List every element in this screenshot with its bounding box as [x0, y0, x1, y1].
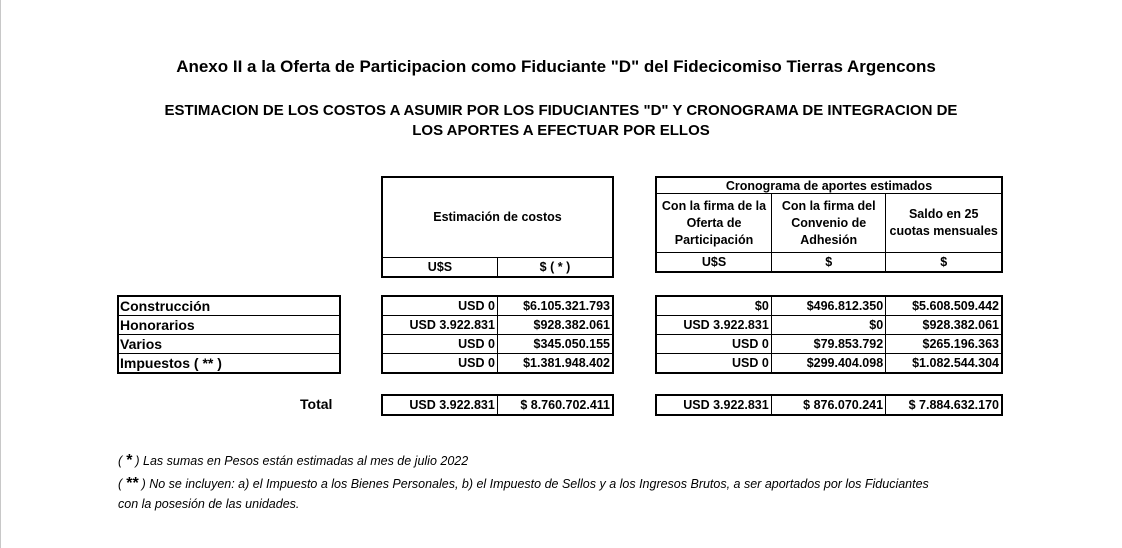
cell-saldo: $1.082.544.304 [886, 354, 1002, 374]
total-row [382, 395, 613, 415]
cell-convenio: $79.853.792 [771, 335, 885, 354]
cell-pesos: $1.381.948.402 [497, 354, 613, 374]
footnote-1-open: ( [118, 454, 123, 468]
cronograma-header: Cronograma de aportes estimados [656, 177, 1002, 194]
footnote-2-open: ( [118, 477, 123, 491]
cronograma-col-convenio: Con la firma del Convenio de Adhesión [772, 194, 886, 253]
total-usd: USD 3.922.831 [382, 395, 497, 415]
cell-saldo: $928.382.061 [886, 316, 1002, 335]
cell-oferta: $0 [656, 296, 771, 316]
cell-pesos: $6.105.321.793 [497, 296, 613, 316]
total-saldo: $ 7.884.632.170 [886, 395, 1002, 415]
table-row [656, 316, 1002, 335]
total-label: Total [300, 396, 333, 412]
cronograma-header-table [655, 176, 1003, 273]
table-row [656, 354, 1002, 374]
row-label-impuestos: Impuestos ( ** ) [118, 354, 340, 374]
estimacion-header-table [381, 176, 614, 278]
table-row [382, 316, 613, 335]
cell-oferta: USD 0 [656, 335, 771, 354]
footnote-2-text: ) No se incluyen: a) el Impuesto a los Bienes Personales, b) el Impuesto de Sellos y a los Ingresos Brutos, a ser aportados por los Fiduciantes [141, 477, 929, 491]
footnote-1 [118, 451, 468, 471]
row-label-varios: Varios [118, 335, 340, 354]
cell-oferta: USD 0 [656, 354, 771, 374]
cronograma-col-saldo: Saldo en 25 cuotas mensuales [886, 194, 1002, 253]
cell-convenio: $0 [771, 316, 885, 335]
table-row [382, 335, 613, 354]
footnote-2 [118, 474, 929, 494]
table-row [656, 296, 1002, 316]
estimacion-header: Estimación de costos [382, 177, 613, 258]
footnote-2-continuation: con la posesión de las unidades. [118, 497, 300, 511]
footnote-1-mark: * [125, 452, 132, 469]
footnote-1-text: ) Las sumas en Pesos están estimadas al mes de julio 2022 [135, 454, 469, 468]
total-oferta: USD 3.922.831 [656, 395, 771, 415]
page-subtitle [0, 101, 1122, 141]
cronograma-unit-2: $ [772, 253, 886, 273]
estimacion-values-table [381, 295, 614, 374]
table-row [656, 335, 1002, 354]
page-edge-line [0, 0, 1, 548]
total-pesos: $ 8.760.702.411 [497, 395, 613, 415]
estimacion-total-table [381, 394, 614, 416]
subtitle-line-2: LOS APORTES A EFECTUAR POR ELLOS [412, 122, 710, 139]
row-label-honorarios: Honorarios [118, 316, 340, 335]
cell-usd: USD 0 [382, 335, 497, 354]
total-row [656, 395, 1002, 415]
cell-usd: USD 0 [382, 296, 497, 316]
cronograma-values-table [655, 295, 1003, 374]
cronograma-unit-3: $ [886, 253, 1002, 273]
cell-convenio: $299.404.098 [771, 354, 885, 374]
cell-oferta: USD 3.922.831 [656, 316, 771, 335]
cell-usd: USD 0 [382, 354, 497, 374]
estimacion-col-usd: U$S [382, 258, 497, 278]
total-convenio: $ 876.070.241 [771, 395, 885, 415]
table-row [382, 296, 613, 316]
cell-convenio: $496.812.350 [771, 296, 885, 316]
row-label-construccion: Construcción [118, 296, 340, 316]
cronograma-unit-1: U$S [656, 253, 772, 273]
page-title: Anexo II a la Oferta de Participacion como Fiduciante "D" del Fidecicomiso Tierras Argencons [176, 57, 936, 76]
subtitle-line-1: ESTIMACION DE LOS COSTOS A ASUMIR POR LOS FIDUCIANTES "D" Y CRONOGRAMA DE INTEGRACION DE [164, 102, 958, 119]
cell-saldo: $265.196.363 [886, 335, 1002, 354]
cronograma-col-oferta: Con la firma de la Oferta de Participación [656, 194, 772, 253]
estimacion-col-pesos: $ ( * ) [497, 258, 613, 278]
cell-usd: USD 3.922.831 [382, 316, 497, 335]
cell-pesos: $345.050.155 [497, 335, 613, 354]
footnote-2-mark: ** [125, 475, 139, 492]
cell-pesos: $928.382.061 [497, 316, 613, 335]
cronograma-total-table [655, 394, 1003, 416]
table-row [382, 354, 613, 374]
cell-saldo: $5.608.509.442 [886, 296, 1002, 316]
row-labels-table [117, 295, 341, 374]
